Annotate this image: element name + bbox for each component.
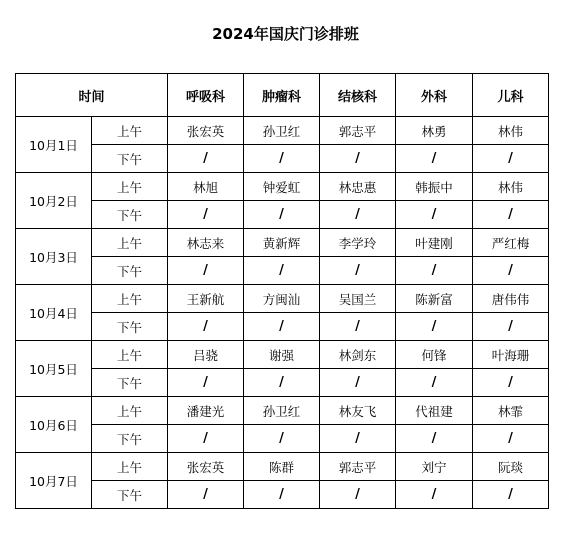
table-row	[16, 285, 549, 313]
doctor-cell: /	[396, 481, 473, 509]
doctor-cell: /	[168, 145, 244, 173]
period-label-am: 上午	[92, 229, 168, 257]
doctor-cell: /	[473, 201, 549, 229]
doctor-cell: 张宏英	[168, 117, 244, 145]
doctor-cell: /	[320, 481, 396, 509]
doctor-cell: /	[473, 425, 549, 453]
doctor-cell: 吕骁	[168, 341, 244, 369]
doctor-cell: 方闽汕	[244, 285, 320, 313]
period-label-pm: 下午	[92, 369, 168, 397]
date-cell: 10月4日	[16, 285, 92, 341]
table-row	[16, 257, 549, 285]
period-label-pm: 下午	[92, 257, 168, 285]
date-cell: 10月2日	[16, 173, 92, 229]
doctor-cell: /	[244, 313, 320, 341]
doctor-cell: 林伟	[473, 117, 549, 145]
doctor-cell: /	[320, 313, 396, 341]
table-row	[16, 173, 549, 201]
doctor-cell: /	[320, 425, 396, 453]
table-row	[16, 313, 549, 341]
period-label-am: 上午	[92, 341, 168, 369]
doctor-cell: /	[396, 257, 473, 285]
doctor-cell: 张宏英	[168, 453, 244, 481]
doctor-cell: 林伟	[473, 173, 549, 201]
doctor-cell: 韩振中	[396, 173, 473, 201]
date-cell: 10月6日	[16, 397, 92, 453]
period-label-am: 上午	[92, 117, 168, 145]
doctor-cell: 何锋	[396, 341, 473, 369]
doctor-cell: 阮琰	[473, 453, 549, 481]
doctor-cell: /	[168, 257, 244, 285]
doctor-cell: /	[168, 481, 244, 509]
doctor-cell: /	[168, 313, 244, 341]
doctor-cell: /	[396, 313, 473, 341]
doctor-cell: /	[473, 313, 549, 341]
period-label-am: 上午	[92, 453, 168, 481]
doctor-cell: 陈新富	[396, 285, 473, 313]
period-label-am: 上午	[92, 285, 168, 313]
doctor-cell: 潘建光	[168, 397, 244, 425]
doctor-cell: 严红梅	[473, 229, 549, 257]
doctor-cell: /	[244, 201, 320, 229]
header-department: 呼吸科	[168, 74, 244, 117]
doctor-cell: /	[168, 201, 244, 229]
doctor-cell: /	[396, 369, 473, 397]
doctor-cell: /	[320, 369, 396, 397]
doctor-cell: /	[244, 145, 320, 173]
doctor-cell: 代祖建	[396, 397, 473, 425]
doctor-cell: /	[396, 201, 473, 229]
table-row	[16, 201, 549, 229]
doctor-cell: 林忠惠	[320, 173, 396, 201]
period-label-pm: 下午	[92, 425, 168, 453]
schedule-table	[15, 73, 549, 509]
header-department: 肿瘤科	[244, 74, 320, 117]
date-cell: 10月1日	[16, 117, 92, 173]
table-row	[16, 453, 549, 481]
doctor-cell: 林旭	[168, 173, 244, 201]
doctor-cell: /	[244, 425, 320, 453]
doctor-cell: 郭志平	[320, 453, 396, 481]
period-label-am: 上午	[92, 397, 168, 425]
doctor-cell: /	[473, 145, 549, 173]
period-label-pm: 下午	[92, 481, 168, 509]
period-label-pm: 下午	[92, 145, 168, 173]
doctor-cell: 吴国兰	[320, 285, 396, 313]
doctor-cell: /	[396, 425, 473, 453]
doctor-cell: 林剑东	[320, 341, 396, 369]
doctor-cell: 唐伟伟	[473, 285, 549, 313]
doctor-cell: 孙卫红	[244, 397, 320, 425]
doctor-cell: /	[168, 425, 244, 453]
header-row	[16, 74, 549, 117]
table-row	[16, 397, 549, 425]
doctor-cell: /	[396, 145, 473, 173]
doctor-cell: /	[473, 257, 549, 285]
table-row	[16, 481, 549, 509]
header-department: 结核科	[320, 74, 396, 117]
doctor-cell: /	[473, 481, 549, 509]
doctor-cell: /	[320, 145, 396, 173]
table-row	[16, 117, 549, 145]
doctor-cell: 黄新辉	[244, 229, 320, 257]
date-cell: 10月3日	[16, 229, 92, 285]
period-label-am: 上午	[92, 173, 168, 201]
table-row	[16, 145, 549, 173]
table-row	[16, 425, 549, 453]
doctor-cell: /	[244, 369, 320, 397]
schedule-body	[16, 117, 549, 509]
doctor-cell: 林志来	[168, 229, 244, 257]
doctor-cell: 陈群	[244, 453, 320, 481]
doctor-cell: /	[244, 481, 320, 509]
doctor-cell: 钟爱虹	[244, 173, 320, 201]
doctor-cell: 郭志平	[320, 117, 396, 145]
table-row	[16, 341, 549, 369]
date-cell: 10月5日	[16, 341, 92, 397]
period-label-pm: 下午	[92, 313, 168, 341]
doctor-cell: 林友飞	[320, 397, 396, 425]
doctor-cell: 谢强	[244, 341, 320, 369]
table-row	[16, 369, 549, 397]
doctor-cell: 林勇	[396, 117, 473, 145]
header-department: 儿科	[473, 74, 549, 117]
page-title: 2024年国庆门诊排班	[212, 25, 359, 43]
doctor-cell: /	[244, 257, 320, 285]
doctor-cell: 林霏	[473, 397, 549, 425]
doctor-cell: 叶建刚	[396, 229, 473, 257]
header-department: 外科	[396, 74, 473, 117]
doctor-cell: 李学玲	[320, 229, 396, 257]
doctor-cell: 叶海珊	[473, 341, 549, 369]
doctor-cell: /	[473, 369, 549, 397]
header-time: 时间	[16, 74, 168, 117]
doctor-cell: /	[320, 257, 396, 285]
date-cell: 10月7日	[16, 453, 92, 509]
doctor-cell: 刘宁	[396, 453, 473, 481]
doctor-cell: /	[320, 201, 396, 229]
period-label-pm: 下午	[92, 201, 168, 229]
doctor-cell: /	[168, 369, 244, 397]
table-row	[16, 229, 549, 257]
doctor-cell: 王新航	[168, 285, 244, 313]
doctor-cell: 孙卫红	[244, 117, 320, 145]
